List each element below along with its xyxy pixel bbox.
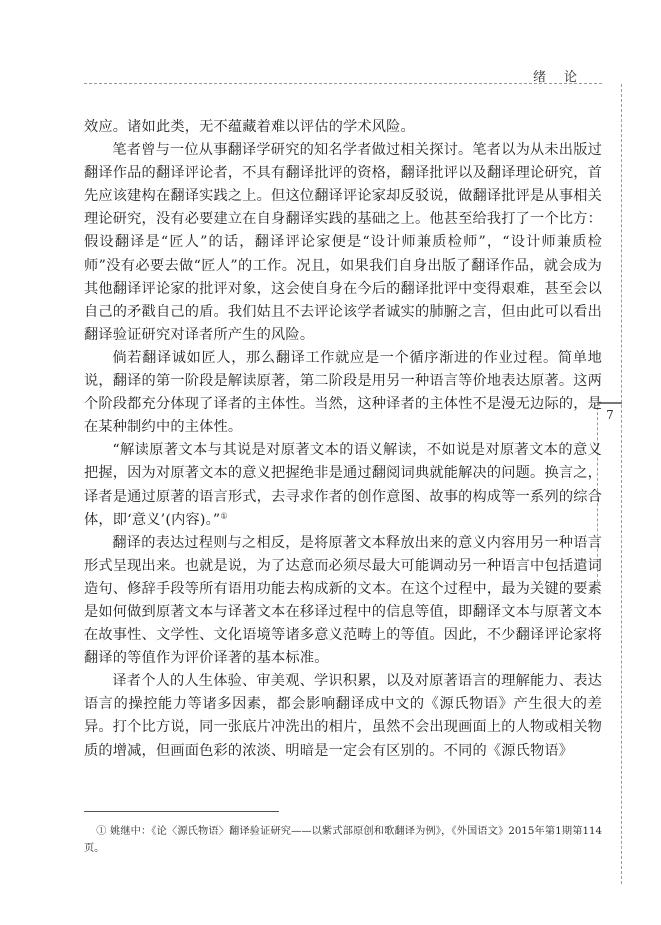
body-text <box>84 116 602 763</box>
paragraph: 笔者曾与一位从事翻译学研究的知名学者做过相关探讨。笔者以为从未出版过翻译作品的翻译评论者，不具有翻译批评的资格，翻译批评以及翻译理论研究，首先应该建构在翻译实践之上。但这位翻译评论家却反驳说，做翻译批评是从事相关理论研究，没有必要建立在自身翻译实践的基础之上。他甚至给我打了一个比方：假设翻译是“匠人”的话，翻译评论家便是“设计师兼质检师”，“设计师兼质检师”没有必要去做“匠人”的工作。况且，如果我们自身出版了翻译作品，就会成为其他翻译评论家的批评对象，这会使自身在今后的翻译批评中变得艰难，甚至会以自己的矛戳自己的盾。我们姑且不去评论该学者诚实的肺腑之言，但由此可以看出翻译验证研究对译者所产生的风险。 <box>84 142 602 343</box>
quotation-paragraph <box>84 439 602 531</box>
page-number: 7 <box>606 408 614 422</box>
margin-dashed-line <box>621 84 622 884</box>
paragraph: 译者个人的人生体验、审美观、学识积累，以及对原著语言的理解能力、表达语言的操控能力等诸多因素，都会影响翻译成中文的《源氏物语》产生很大的差异。打个比方说，同一张底片冲洗出的相片，虽然不会出现画面上的人物或相关物质的增减，但画面色彩的浓淡、明暗是一定会有区别的。不同的《源氏物语》 <box>84 673 602 759</box>
paragraph: 翻译的表达过程则与之相反，是将原著文本释放出来的意义内容用另一种语言形式呈现出来。也就是说，为了达意而必须尽最大可能调动另一种语言中包括遣词造句、修辞手段等所有语用功能去构成新的文本。在这个过程中，最为关键的要素是如何做到原著文本与译著文本在移译过程中的信息等值，即翻译文本与原著文本在故事性、文学性、文化语境等诸多意义范畴上的等值。因此，不少翻译评论家将翻译的等值作为评价译著的基本标准。 <box>84 534 602 667</box>
footnote-rule <box>84 811 279 812</box>
quotation-text: “解读原著文本与其说是对原著文本的语义解读，不如说是对原著文本的意义把握，因为对原著文本的意义把握绝非是通过翻阅词典就能解决的问题。换言之，译者是通过原著的语言形式，去寻求作者的创作意图、故事的构成等一系列的综合体，即‘意义’(内容)。” <box>84 442 602 528</box>
footnote-marker[interactable]: ① <box>220 510 228 520</box>
footnote: ① 姚继中：《论〈源氏物语〉翻译验证研究——以紫式部原创和歌翻译为例》，《外国语文》2015年第1期第114页。 <box>84 826 602 854</box>
running-header-title: 绪论 <box>532 70 595 85</box>
paragraph-continuation: 效应。诸如此类，无不蕴藏着难以评估的学术风险。 <box>84 119 415 135</box>
header-rule <box>84 83 602 84</box>
paragraph: 倘若翻译诚如匠人，那么翻译工作就应是一个循序渐进的作业过程。简单地说，翻译的第一阶段是解读原著，第二阶段是用另一种语言等价地表达原著。这两个阶段都充分体现了译者的主体性。当然，这种译者的主体性不是漫无边际的，是在某种制约中的主体性。 <box>84 349 602 436</box>
